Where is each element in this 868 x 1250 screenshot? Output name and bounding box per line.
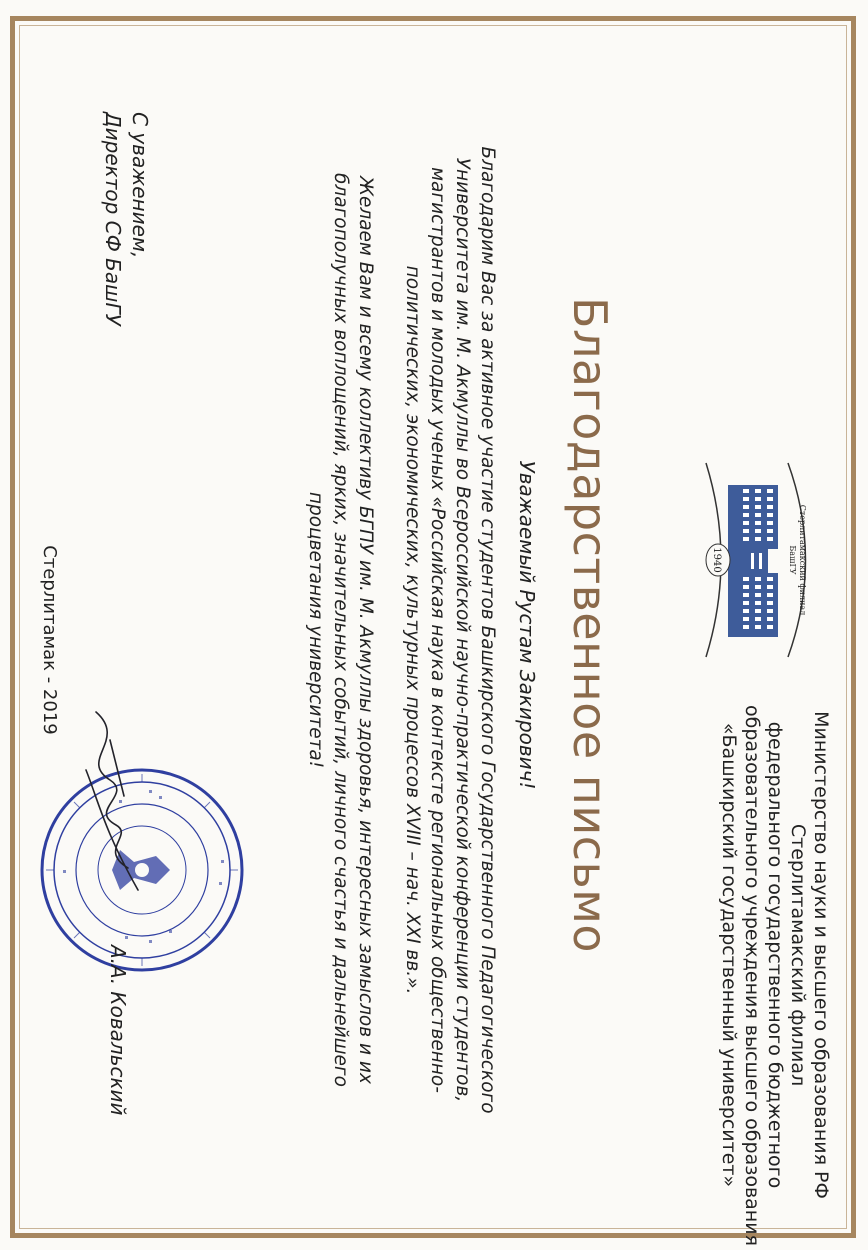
logo-year: 1940 xyxy=(711,547,722,573)
ministry-line: Министерство науки и высшего образования РФ xyxy=(810,711,832,1199)
body-line: Благодарим Вас за активное участие студентов Башкирского Государственного Педагогического xyxy=(477,146,498,1114)
ministry-line: образовательного учреждения высшего образования xyxy=(741,705,763,1246)
logo-sub-text: БашГУ xyxy=(788,545,797,575)
wish-line: благополучных воплощений, ярких, значительных событий, личного счастья и дальнейшего xyxy=(330,173,351,1087)
letter-body xyxy=(400,90,500,1170)
handwritten-signature-icon xyxy=(68,700,168,900)
letter-wishes xyxy=(303,90,378,1170)
letter-title: Благодарственное письмо xyxy=(563,296,617,954)
director-title: Директор СФ БашГУ xyxy=(101,112,125,326)
body-line: политических, экономических, культурных процессов XVIII – нач. XXI вв.». xyxy=(402,265,423,995)
closing-line: С уважением, xyxy=(128,112,152,259)
university-building-logo-icon xyxy=(693,455,818,665)
ministry-line: «Башкирский государственный университет» xyxy=(718,722,740,1188)
logo-top-text: Стерлитамакский филиал xyxy=(798,504,807,616)
body-line: магистрантов и молодых ученых «Российская наука в контексте региональных общественно- xyxy=(427,167,448,1093)
director-name: А.А. Ковальский xyxy=(106,945,130,1116)
greeting: Уважаемый Рустам Закирович! xyxy=(515,460,539,790)
wish-line: процветания университета! xyxy=(305,491,326,769)
ministry-line: федерального государственного бюджетного xyxy=(764,721,786,1189)
wish-line: Желаем Вам и всему коллективу БГПУ им. М. Акмуллы здоровья, интересных замыслов и их xyxy=(355,176,376,1084)
body-line: Университета им. М. Акмуллы во Всероссийской научно-практической конференции студентов, xyxy=(452,157,473,1103)
ministry-header xyxy=(717,705,832,1246)
city-year: Стерлитамак - 2019 xyxy=(39,545,60,735)
ministry-line: Стерлитамакский филиал xyxy=(787,823,809,1087)
closing-block xyxy=(99,112,153,432)
